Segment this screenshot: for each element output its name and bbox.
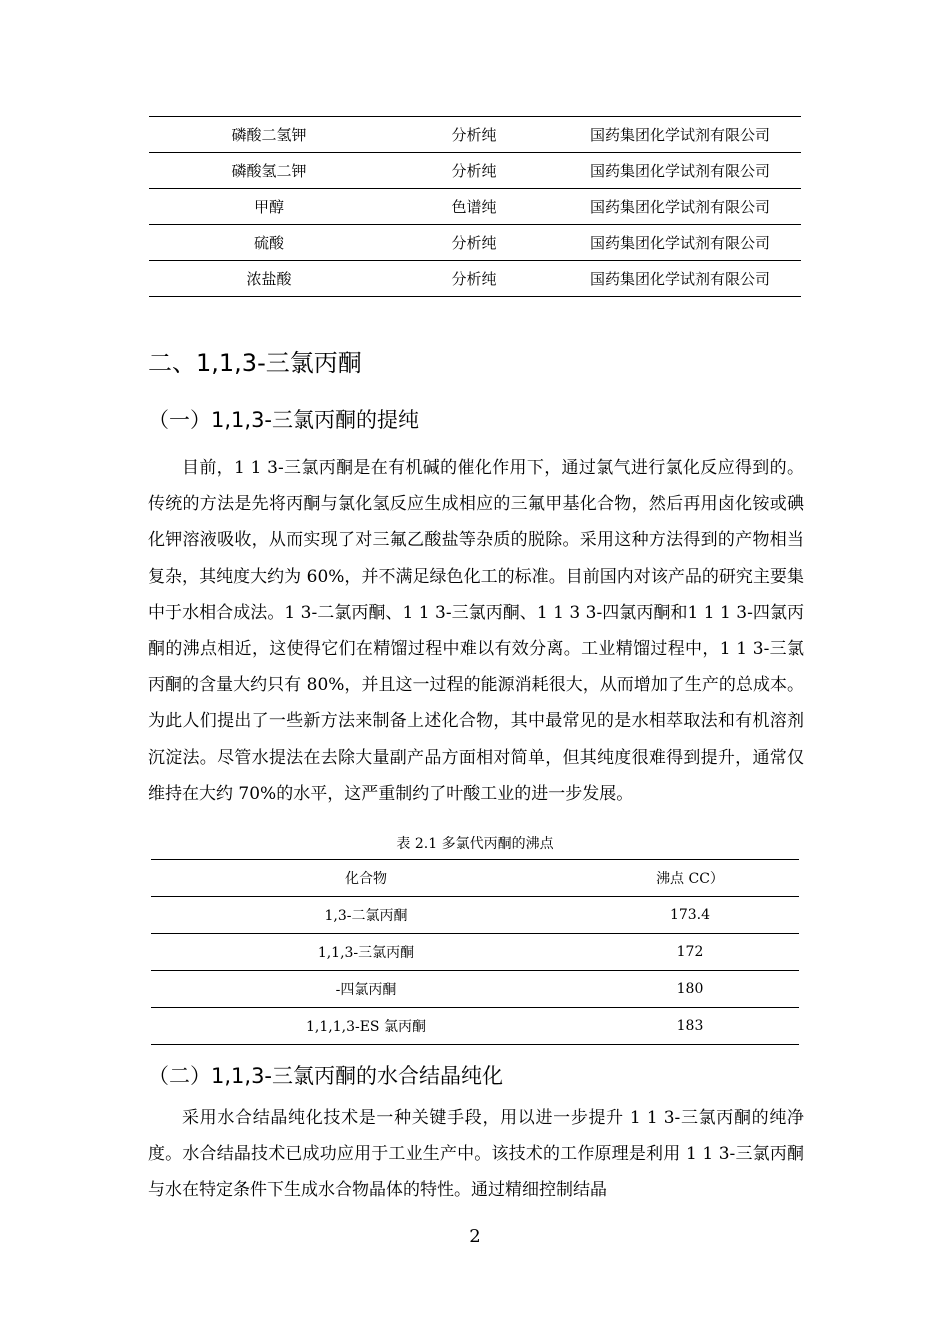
reagent-grade: 分析纯 xyxy=(389,153,559,189)
compound-cell: 1,3-二氯丙酮 xyxy=(151,897,581,934)
reagent-table xyxy=(149,116,801,297)
column-header-compound: 化合物 xyxy=(151,860,581,897)
table-caption: 表 2.1 多氯代丙酮的沸点 xyxy=(396,836,554,852)
boiling-point-cell: 183 xyxy=(581,1008,799,1045)
reagent-grade: 分析纯 xyxy=(389,261,559,297)
column-header-boiling-point: 沸点 CC） xyxy=(581,860,799,897)
reagent-supplier: 国药集团化学试剂有限公司 xyxy=(559,153,801,189)
table-row xyxy=(151,1008,799,1045)
table-row xyxy=(151,897,799,934)
compound-cell: -四氯丙酮 xyxy=(151,971,581,1008)
body-paragraph: 目前，1 1 3-三氯丙酮是在有机碱的催化作用下，通过氯气进行氯化反应得到的。传统的方法是先将丙酮与氯化氢反应生成相应的三氟甲基化合物，然后再用卤化铵或碘化钾溶液吸收，从而实现了对三氟乙酸盐等杂质的脱除。采用这种方法得到的产物相当复杂，其纯度大约为 60%，并不满足绿色化工的标准。目前国内对该产品的研究主要集中于水相合成法。1 3-二氯丙酮、1 1 3-三氯丙酮、1 1 3 3-四氯丙酮和1 1 1 3-四氯丙酮的沸点相近，这使得它们在精馏过程中难以有效分离。工业精馏过程中，1 1 3-三氯丙酮的含量大约只有 80%，并且这一过程的能源消耗很大，从而增加了生产的总成本。为此人们提出了一些新方法来制备上述化合物，其中最常见的是水相萃取法和有机溶剂沉淀法。尽管水提法在去除大量副产品方面相对简单，但其纯度很难得到提升，通常仅维持在大约 70%的水平，这严重制约了叶酸工业的进一步发展。 xyxy=(148,458,804,804)
table-header-row xyxy=(151,860,799,897)
boiling-point-cell: 172 xyxy=(581,934,799,971)
table-row xyxy=(149,189,801,225)
compound-cell: 1,1,1,3-ES 氯丙酮 xyxy=(151,1008,581,1045)
table-row xyxy=(149,261,801,297)
reagent-name: 磷酸氢二钾 xyxy=(149,153,389,189)
reagent-grade: 分析纯 xyxy=(389,117,559,153)
reagent-name: 甲醇 xyxy=(149,189,389,225)
table-row xyxy=(151,934,799,971)
body-paragraph: 采用水合结晶纯化技术是一种关键手段，用以进一步提升 1 1 3-三氯丙酮的纯净度。水合结晶技术已成功应用于工业生产中。该技术的工作原理是利用 1 1 3-三氯丙酮与水在特定条件下生成水合物晶体的特性。通过精细控制结晶 xyxy=(148,1108,804,1201)
boiling-point-cell: 173.4 xyxy=(581,897,799,934)
section-title: 二、1,1,3-三氯丙酮 xyxy=(148,349,362,377)
reagent-grade: 色谱纯 xyxy=(389,189,559,225)
table-row xyxy=(149,117,801,153)
reagent-name: 浓盐酸 xyxy=(149,261,389,297)
page-number: 2 xyxy=(469,1226,481,1247)
boiling-point-table xyxy=(151,859,799,1045)
compound-cell: 1,1,3-三氯丙酮 xyxy=(151,934,581,971)
reagent-supplier: 国药集团化学试剂有限公司 xyxy=(559,225,801,261)
table-row xyxy=(151,971,799,1008)
reagent-supplier: 国药集团化学试剂有限公司 xyxy=(559,261,801,297)
reagent-name: 磷酸二氢钾 xyxy=(149,117,389,153)
boiling-point-cell: 180 xyxy=(581,971,799,1008)
table-row xyxy=(149,153,801,189)
subsection-title-purification: （一）1,1,3-三氯丙酮的提纯 xyxy=(148,408,420,432)
reagent-supplier: 国药集团化学试剂有限公司 xyxy=(559,117,801,153)
reagent-supplier: 国药集团化学试剂有限公司 xyxy=(559,189,801,225)
reagent-name: 硫酸 xyxy=(149,225,389,261)
reagent-grade: 分析纯 xyxy=(389,225,559,261)
table-row xyxy=(149,225,801,261)
subsection-title-crystallization: （二）1,1,3-三氯丙酮的水合结晶纯化 xyxy=(148,1064,504,1088)
